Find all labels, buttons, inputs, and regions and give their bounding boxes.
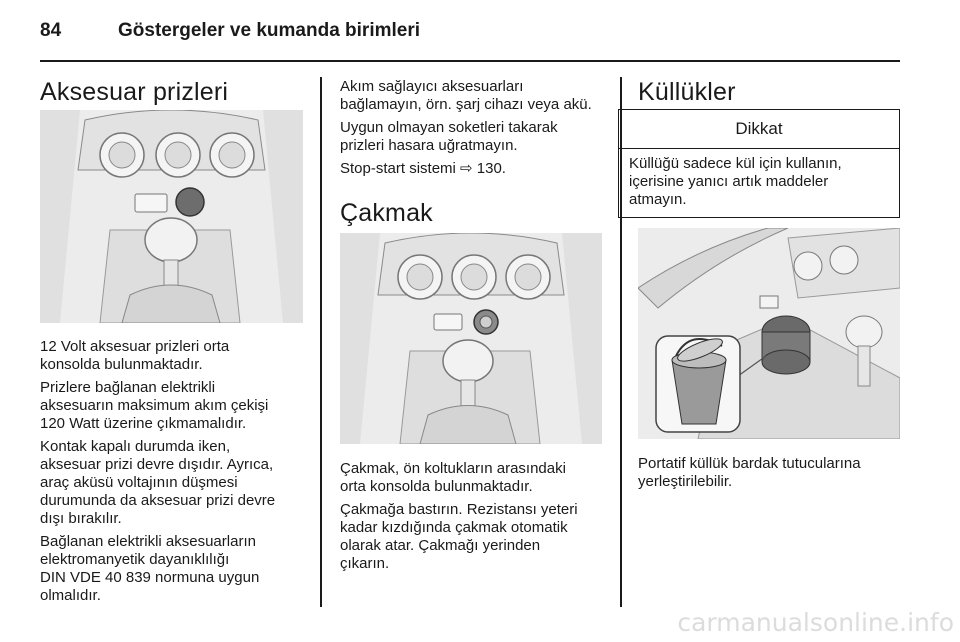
- console-socket-drawing: [40, 110, 303, 323]
- paragraph: Kontak kapalı durumda iken, aksesuar prizi devre dışıdır. Ayrıca, araç aküsü voltajının düşmesi durumunda da aksesuar prizi devre dışı bırakılır.: [40, 438, 276, 527]
- accessory-socket-illustration: [40, 110, 303, 323]
- paragraph: Akım sağlayıcı aksesuarları bağlamayın, örn. şarj cihazı veya akü.: [340, 78, 592, 113]
- ashtray-paragraph: Portatif küllük bardak tutucularına yerleştirilebilir.: [638, 455, 861, 490]
- col2-text-top: [340, 78, 610, 178]
- console-lighter-drawing: [340, 233, 602, 444]
- heading-accessory-sockets: Aksesuar prizleri: [40, 78, 229, 106]
- col2-text-bottom: [340, 460, 610, 573]
- paragraph: Prizlere bağlanan elektrikli aksesuarın maksimum akım çekişi 120 Watt üzerine çıkmamalıdır.: [40, 379, 269, 432]
- page-section-title: Göstergeler ve kumanda birimleri: [118, 20, 421, 41]
- caution-note-title: Dikkat: [619, 110, 899, 149]
- ashtray-illustration: [638, 228, 900, 439]
- portable-ashtray-drawing: [638, 228, 900, 439]
- paragraph: Çakmağa bastırın. Rezistansı yeteri kadar kızdığında çakmak otomatik olarak atar. Çakmağı yerinden çıkarın.: [340, 501, 578, 572]
- paragraph: 12 Volt aksesuar prizleri orta konsolda bulunmaktadır.: [40, 338, 230, 373]
- paragraph: Çakmak, ön koltukların arasındaki orta konsolda bulunmaktadır.: [340, 460, 566, 495]
- paragraph: Bağlanan elektrikli aksesuarların elektromanyetik dayanıklılığı DIN VDE 40 839 normuna uygun olmalıdır.: [40, 533, 260, 604]
- page-number: 84: [40, 20, 62, 41]
- header-rule: [40, 60, 900, 62]
- cigarette-lighter-illustration: [340, 233, 602, 444]
- column-divider-1: [320, 77, 322, 607]
- caution-note-box: [618, 109, 900, 218]
- paragraph: Uygun olmayan soketleri takarak prizleri hasara uğratmayın.: [340, 119, 558, 154]
- col1-text: [40, 338, 310, 605]
- paragraph: Stop-start sistemi ⇨ 130.: [340, 160, 506, 177]
- caution-note-body: Küllüğü sadece kül için kullanın, içerisine yanıcı artık maddeler atmayın.: [629, 155, 842, 208]
- watermark-text: carmanualsonline.info: [677, 608, 954, 637]
- heading-cigarette-lighter: Çakmak: [340, 199, 433, 227]
- heading-ashtrays: Küllükler: [638, 78, 736, 106]
